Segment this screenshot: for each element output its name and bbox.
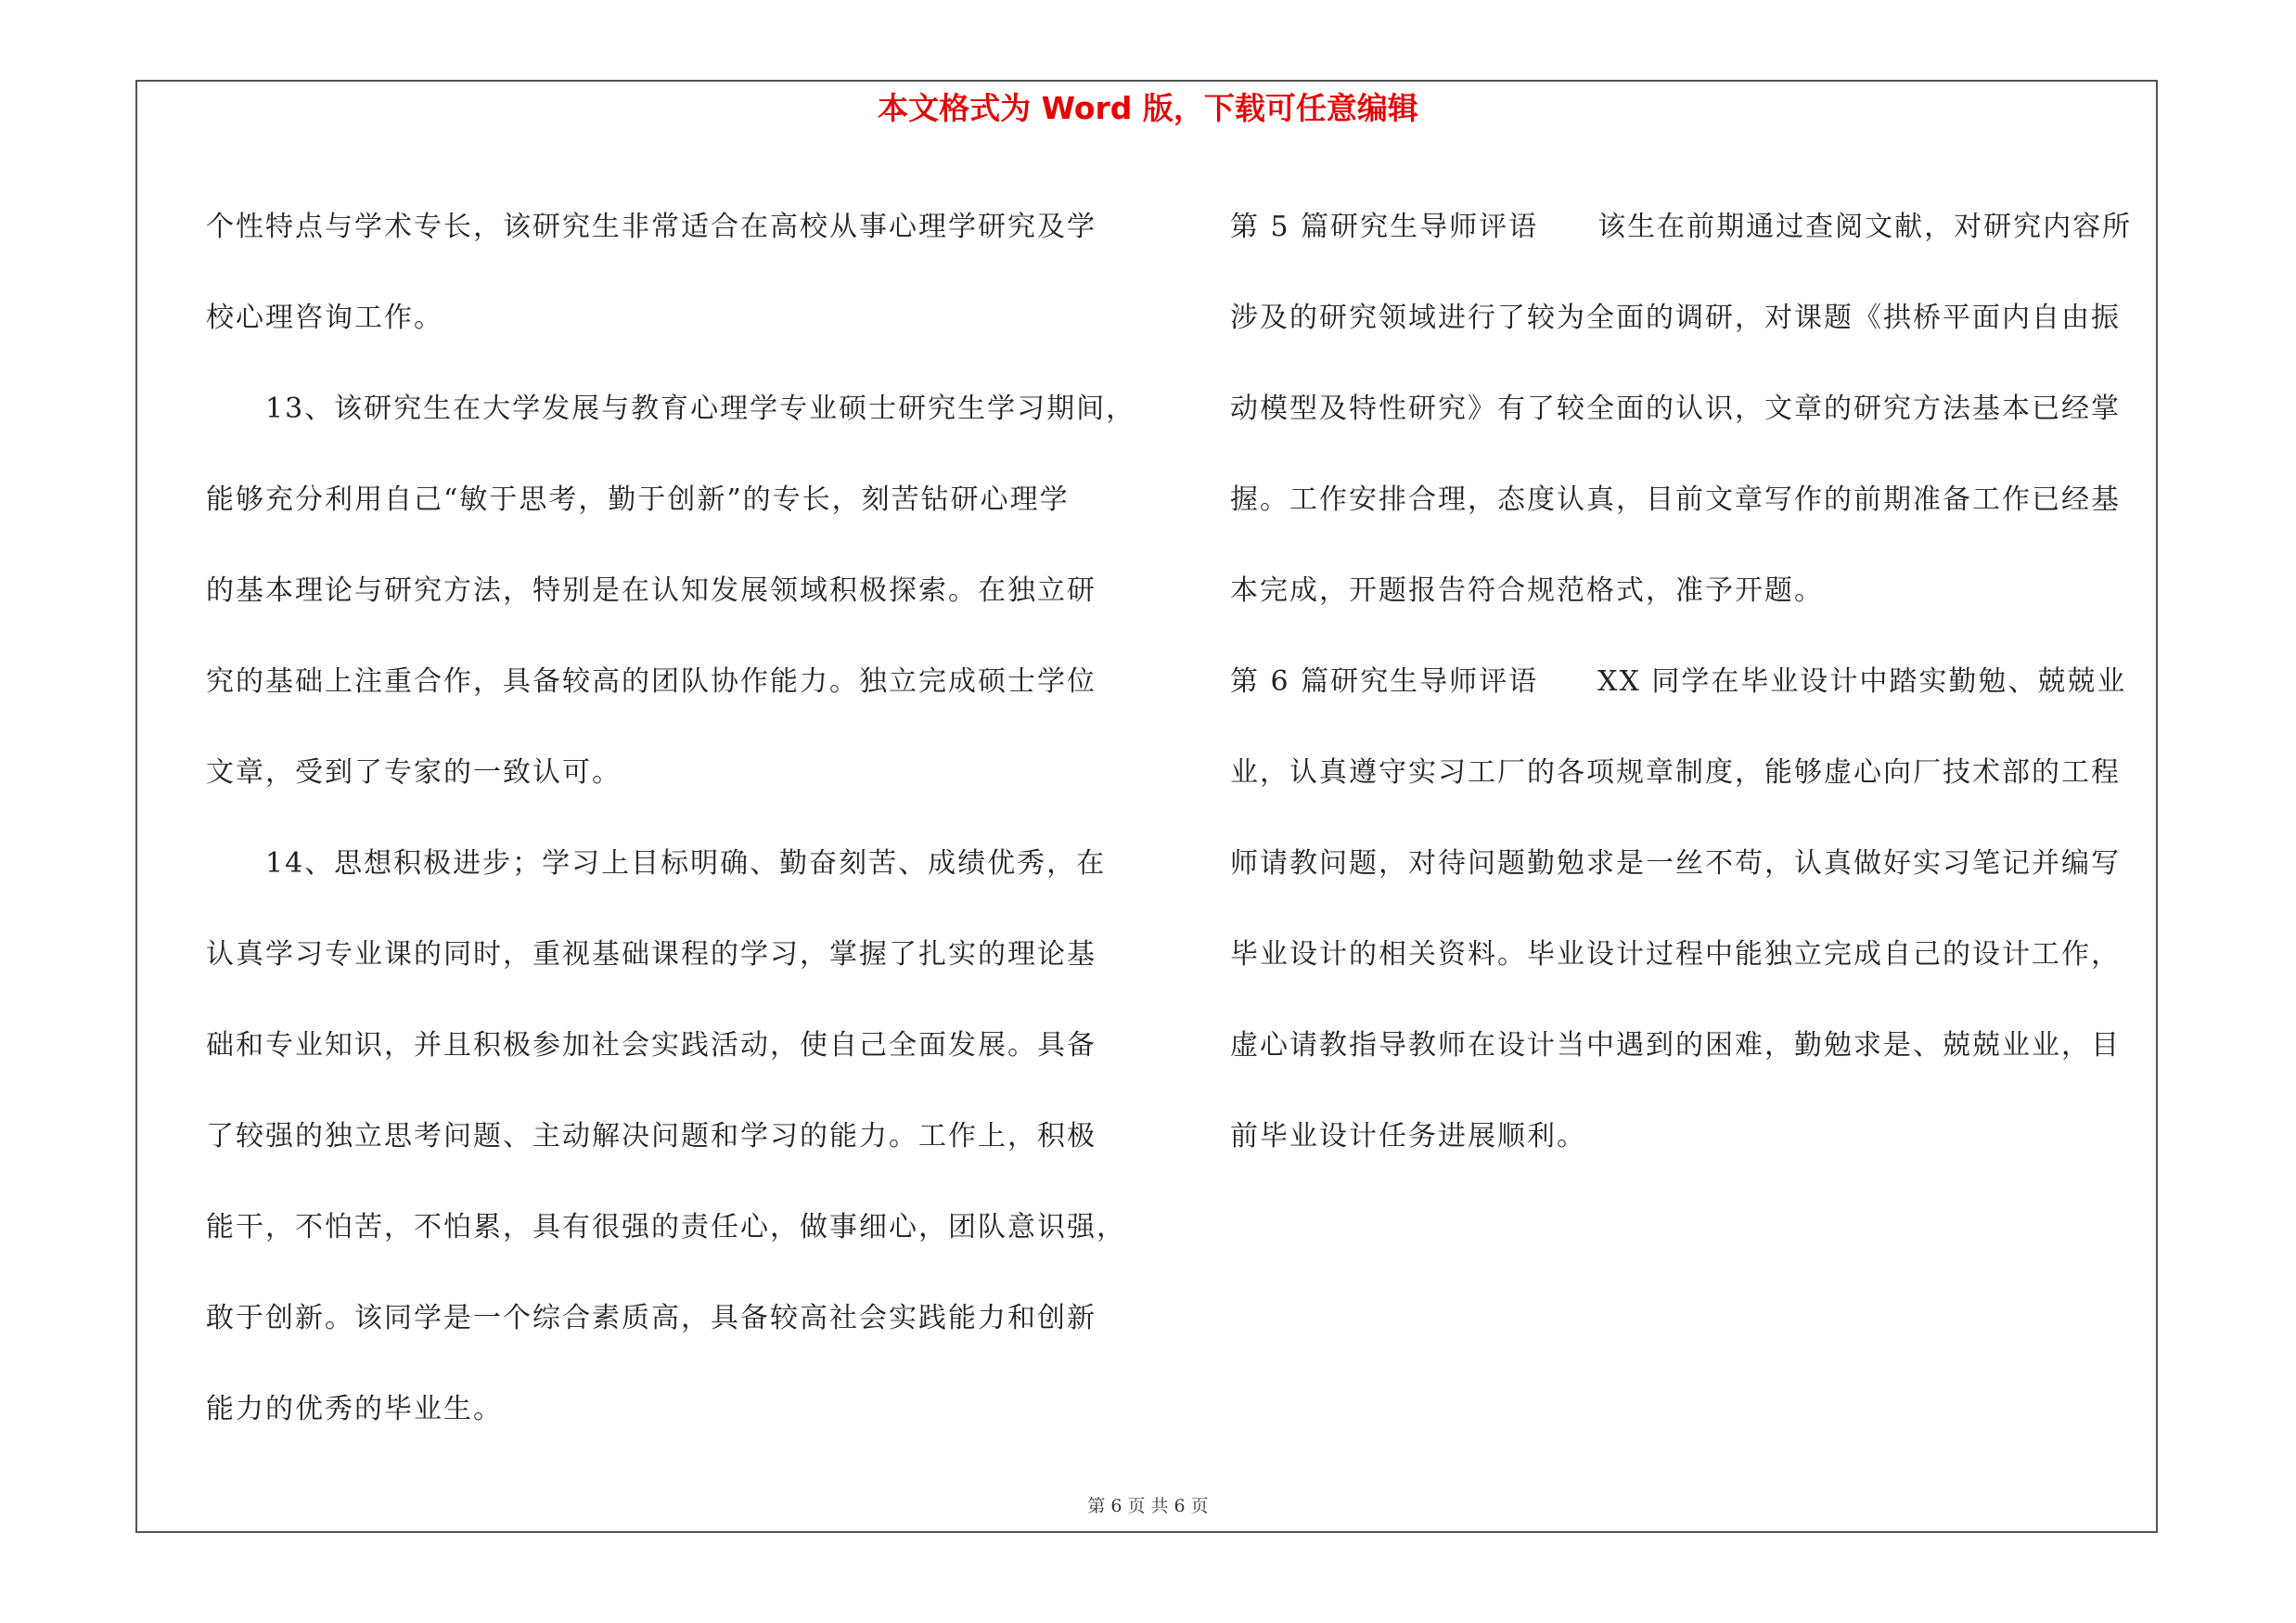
text-line: 能够充分利用自己“敏于思考，勤于创新”的专长，刻苦钻研心理学 (206, 483, 1070, 516)
text-line: 个性特点与学术专长，该研究生非常适合在高校从事心理学研究及学 (206, 211, 1097, 243)
text-line: 第 6 篇研究生导师评语 XX 同学在毕业设计中踏实勤勉、兢兢业 (1230, 665, 2127, 698)
text-line: 校心理咨询工作。 (206, 302, 443, 334)
text-line: 虚心请教指导教师在设计当中遇到的困难，勤勉求是、兢兢业业，目 (1230, 1029, 2121, 1062)
text-line: 13、该研究生在大学发展与教育心理学专业硕士研究生学习期间， (206, 393, 1136, 425)
text-line: 了较强的独立思考问题、主动解决问题和学习的能力。工作上，积极 (206, 1120, 1097, 1153)
text-line: 究的基础上注重合作，具备较高的团队协作能力。独立完成硕士学位 (206, 665, 1097, 698)
text-line: 能力的优秀的毕业生。 (206, 1393, 503, 1425)
text-line: 第 5 篇研究生导师评语 该生在前期通过查阅文献，对研究内容所 (1230, 211, 2133, 243)
text-line: 本完成，开题报告符合规范格式，准予开题。 (1230, 574, 1824, 607)
text-line: 14、思想积极进步；学习上目标明确、勤奋刻苦、成绩优秀，在 (206, 847, 1107, 880)
page-number: 第 6 页 共 6 页 (1087, 1496, 1209, 1516)
text-line: 师请教问题，对待问题勤勉求是一丝不苟，认真做好实习笔记并编写 (1230, 847, 2121, 880)
right-column (1230, 182, 2167, 1182)
text-line: 文章，受到了专家的一致认可。 (206, 756, 622, 789)
text-line: 的基本理论与研究方法，特别是在认知发展领域积极探索。在独立研 (206, 574, 1097, 607)
text-line: 础和专业知识，并且积极参加社会实践活动，使自己全面发展。具备 (206, 1029, 1097, 1062)
text-line: 能干，不怕苦，不怕累，具有很强的责任心，做事细心，团队意识强， (206, 1211, 1126, 1243)
left-column (206, 182, 1152, 1455)
text-line: 动模型及特性研究》有了较全面的认识，文章的研究方法基本已经掌 (1230, 393, 2121, 425)
text-line: 前毕业设计任务进展顺利。 (1230, 1120, 1586, 1153)
text-line: 涉及的研究领域进行了较为全面的调研，对课题《拱桥平面内自由振 (1230, 302, 2121, 334)
text-line: 认真学习专业课的同时，重视基础课程的学习，掌握了扎实的理论基 (206, 938, 1097, 971)
text-line: 毕业设计的相关资料。毕业设计过程中能独立完成自己的设计工作， (1230, 938, 2121, 971)
text-line: 握。工作安排合理，态度认真，目前文章写作的前期准备工作已经基 (1230, 483, 2121, 516)
format-banner: 本文格式为 Word 版，下载可任意编辑 (878, 90, 1418, 126)
text-line: 业，认真遵守实习工厂的各项规章制度，能够虚心向厂技术部的工程 (1230, 756, 2121, 789)
text-line: 敢于创新。该同学是一个综合素质高，具备较高社会实践能力和创新 (206, 1302, 1097, 1334)
